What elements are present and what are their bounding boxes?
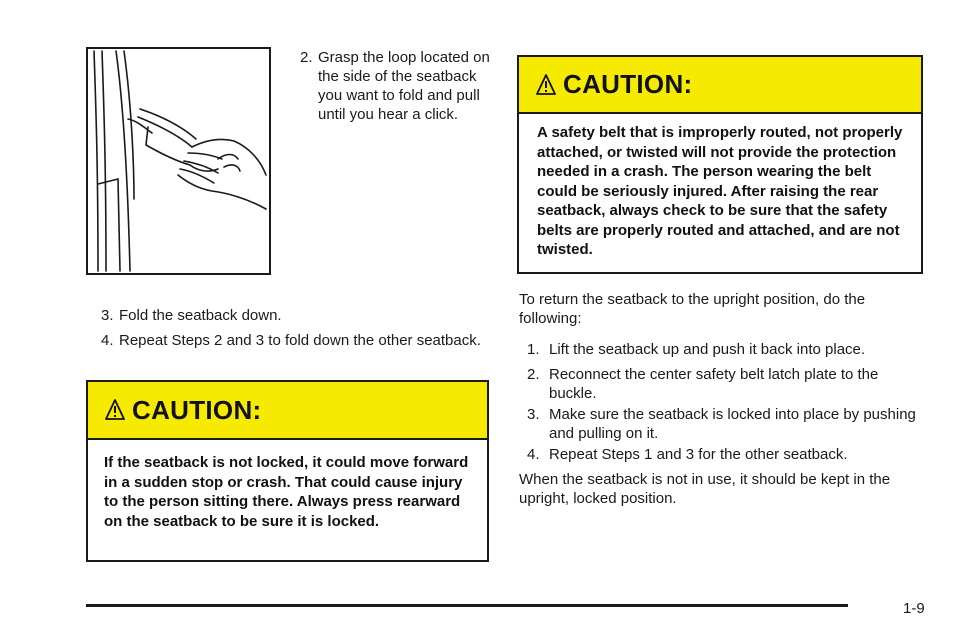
step-text: Fold the seatback down. xyxy=(119,307,282,324)
caution-icon xyxy=(104,397,126,423)
step-number: 4. xyxy=(101,332,114,349)
step-3 xyxy=(101,306,486,325)
step-text: Make sure the seatback is locked into place by pushing and pulling on it. xyxy=(549,406,916,442)
hand-pulling-loop-drawing xyxy=(88,49,269,273)
step-text: Repeat Steps 2 and 3 to fold down the other seatback. xyxy=(119,332,481,349)
caution-box-safety-belt xyxy=(517,55,923,274)
closing-paragraph: When the seatback is not in use, it should be kept in the upright, locked position. xyxy=(519,471,891,507)
step-4 xyxy=(101,331,486,350)
return-step-3 xyxy=(527,405,919,443)
step-text: Reconnect the center safety belt latch plate to the buckle. xyxy=(549,366,879,402)
step-number: 4. xyxy=(527,446,540,463)
step-2 xyxy=(300,48,490,124)
step-text: Repeat Steps 1 and 3 for the other seatback. xyxy=(549,446,848,463)
step-number: 1. xyxy=(527,341,540,358)
caution-text: A safety belt that is improperly routed, not properly attached, or twisted will not provide the protection needed in a crash. The person wearing the belt could be seriously injured. After raising the rear seatback, always check to be sure that the safety belts are properly routed and attached, and are not twisted. xyxy=(537,124,903,258)
step-text: Grasp the loop located on the side of the seatback you want to fold and pull until you hear a click. xyxy=(318,49,490,123)
step-number: 3. xyxy=(101,307,114,324)
step-text: Lift the seatback up and push it back into place. xyxy=(549,341,866,358)
step-number: 2. xyxy=(300,49,313,66)
caution-title: CAUTION: xyxy=(132,394,262,425)
caution-box-seatback-lock xyxy=(86,380,489,562)
caution-icon xyxy=(535,72,557,98)
return-step-1 xyxy=(527,340,927,359)
caution-text: If the seatback is not locked, it could move forward in a sudden stop or crash. That could cause injury to the person sitting there. Always press rearward on the seatback to be sure it is locked. xyxy=(104,454,469,530)
step-number: 3. xyxy=(527,406,540,423)
return-intro-paragraph: To return the seatback to the upright position, do the following: xyxy=(519,291,866,327)
footer-rule xyxy=(86,604,848,607)
seatback-loop-illustration xyxy=(86,47,271,275)
return-step-2 xyxy=(527,365,919,403)
return-step-4 xyxy=(527,445,927,464)
page-number: 1-9 xyxy=(903,600,925,617)
step-number: 2. xyxy=(527,366,540,383)
caution-title: CAUTION: xyxy=(563,69,693,99)
caution-header xyxy=(88,382,487,440)
caution-header xyxy=(519,57,921,114)
